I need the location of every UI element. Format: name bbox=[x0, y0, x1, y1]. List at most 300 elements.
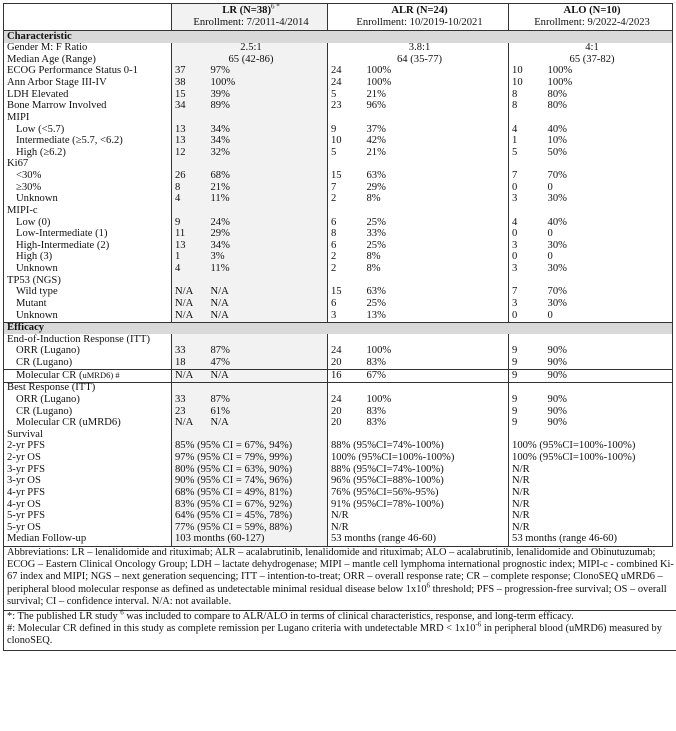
table-row bbox=[4, 252, 673, 264]
table-row bbox=[4, 101, 673, 113]
row-label: ORR (Lugano) bbox=[4, 394, 172, 406]
row-label: Intermediate (≥5.7, <6.2) bbox=[4, 136, 172, 148]
alr-percent: 8% bbox=[364, 194, 509, 206]
alr-percent: 67% bbox=[364, 370, 509, 383]
alr-percent: 8% bbox=[364, 264, 509, 276]
alr-empty bbox=[364, 275, 509, 287]
row-label: 4-yr PFS bbox=[4, 487, 172, 499]
lr-percent: 39% bbox=[208, 89, 328, 101]
alr-percent: 13% bbox=[364, 310, 509, 322]
row-label: Best Response (ITT) bbox=[4, 382, 172, 394]
alo-percent: 30% bbox=[547, 263, 567, 275]
alo-value: 53 months (range 46-60) bbox=[512, 533, 618, 545]
alr-percent: 25% bbox=[364, 298, 509, 310]
alo-count: 4 bbox=[512, 217, 518, 228]
abbreviations-end: threshold; PFS – progression-free survival; OS – overall survival; CI – confidence interval. N/A: not available. bbox=[7, 583, 667, 607]
table-row bbox=[4, 499, 673, 511]
alo-count: 3 bbox=[512, 263, 518, 275]
alr-count: 10 bbox=[331, 135, 342, 147]
alo-percent: 30% bbox=[547, 240, 567, 251]
row-label: 2-yr OS bbox=[4, 453, 172, 465]
alr-title: ALR (N=24) bbox=[391, 5, 448, 16]
table-row bbox=[4, 298, 673, 310]
table-row bbox=[4, 229, 673, 241]
lr-count: 33 bbox=[172, 346, 208, 358]
alr-count: 2 bbox=[331, 263, 337, 275]
alr-empty bbox=[364, 429, 509, 441]
alr-percent: 33% bbox=[364, 229, 509, 241]
alo-empty bbox=[509, 159, 545, 171]
alo-empty bbox=[545, 159, 673, 171]
table-row bbox=[4, 182, 673, 194]
alr-percent: 42% bbox=[364, 136, 509, 148]
table-row bbox=[4, 240, 673, 252]
note-star-text: *: The published LR study bbox=[7, 611, 121, 622]
row-label: ≥30% bbox=[4, 182, 172, 194]
table-row bbox=[4, 275, 673, 287]
alo-count: 8 bbox=[512, 89, 518, 100]
alr-percent: 83% bbox=[364, 418, 509, 430]
alo-value: N/R bbox=[512, 499, 530, 510]
alo-value: N/R bbox=[512, 522, 530, 533]
row-label: Bone Marrow Involved bbox=[4, 101, 172, 113]
alo-count: 0 bbox=[512, 251, 518, 263]
row-label: ORR (Lugano) bbox=[4, 346, 172, 358]
row-label: High (3) bbox=[4, 252, 172, 264]
alo-percent: 100% bbox=[547, 77, 573, 89]
alo-empty bbox=[545, 112, 673, 124]
alr-count: 8 bbox=[331, 228, 337, 240]
alr-value: 53 months (range 46-60) bbox=[328, 534, 509, 546]
alo-value: 100% (95%CI=100%-100%) bbox=[512, 440, 636, 452]
row-label: Low (<5.7) bbox=[4, 124, 172, 136]
table-row bbox=[4, 334, 673, 346]
lr-count: 15 bbox=[172, 89, 208, 101]
alr-percent: 8% bbox=[364, 252, 509, 264]
row-label: 5-yr OS bbox=[4, 522, 172, 534]
alr-count: 6 bbox=[331, 217, 337, 228]
row-label: ECOG Performance Status 0-1 bbox=[4, 66, 172, 78]
table-row bbox=[4, 453, 673, 465]
alr-empty bbox=[364, 205, 509, 217]
header-alr bbox=[328, 4, 509, 31]
alo-value: 100% (95%CI=100%-100%) bbox=[512, 452, 636, 464]
alr-count: 20 bbox=[331, 357, 342, 369]
table-row bbox=[4, 194, 673, 206]
alr-percent: 100% bbox=[364, 66, 509, 78]
row-label: Molecular CR (uMRD6) bbox=[4, 418, 172, 430]
alr-value: N/R bbox=[328, 511, 509, 523]
lr-count: N/A bbox=[172, 287, 208, 299]
lr-count: N/A bbox=[172, 418, 208, 430]
lr-count: 33 bbox=[172, 394, 208, 406]
alo-percent: 40% bbox=[547, 124, 567, 135]
lr-count: 23 bbox=[172, 406, 208, 418]
row-label bbox=[4, 370, 172, 383]
alo-count: 7 bbox=[512, 286, 518, 298]
lr-empty bbox=[172, 205, 208, 217]
row-label: Median Age (Range) bbox=[4, 54, 172, 66]
alr-count: 9 bbox=[331, 124, 337, 135]
lr-empty bbox=[208, 205, 328, 217]
table-row bbox=[4, 382, 673, 394]
alr-count: 20 bbox=[331, 417, 342, 429]
alo-empty bbox=[545, 429, 673, 441]
table-row bbox=[4, 310, 673, 322]
lr-percent: 68% bbox=[208, 171, 328, 183]
lr-count: N/A bbox=[172, 298, 208, 310]
lr-count: N/A bbox=[172, 370, 208, 383]
alr-count: 6 bbox=[331, 240, 337, 251]
lr-percent: 21% bbox=[208, 182, 328, 194]
lr-count: 13 bbox=[172, 136, 208, 148]
lr-value: 64% (95% CI = 45%, 78%) bbox=[172, 511, 328, 523]
lr-empty bbox=[208, 112, 328, 124]
lr-percent: 3% bbox=[208, 252, 328, 264]
row-label: Unknown bbox=[4, 194, 172, 206]
alr-percent: 25% bbox=[364, 240, 509, 252]
row-label: Wild type bbox=[4, 287, 172, 299]
alo-percent: 90% bbox=[545, 370, 673, 383]
footnotes bbox=[3, 610, 676, 651]
alr-value: 88% (95%CI=74%-100%) bbox=[328, 441, 509, 453]
alr-percent: 83% bbox=[364, 406, 509, 418]
lr-count: 11 bbox=[172, 229, 208, 241]
alo-percent: 0 bbox=[547, 310, 553, 321]
alo-empty bbox=[545, 382, 673, 394]
alr-value: 100% (95%CI=100%-100%) bbox=[328, 453, 509, 465]
alo-percent: 0 bbox=[547, 228, 553, 240]
alo-percent: 80% bbox=[547, 100, 567, 112]
alo-count: 0 bbox=[512, 310, 518, 321]
alr-count: 2 bbox=[331, 193, 337, 205]
row-label: <30% bbox=[4, 171, 172, 183]
alo-empty bbox=[509, 382, 545, 394]
lr-percent: 34% bbox=[208, 240, 328, 252]
lr-count: 1 bbox=[172, 252, 208, 264]
alr-count: 5 bbox=[331, 147, 337, 158]
table-row bbox=[4, 217, 673, 229]
section-efficacy bbox=[4, 322, 673, 334]
lr-empty bbox=[172, 112, 208, 124]
row-label: Gender M: F Ratio bbox=[4, 43, 172, 55]
lr-title-sup: 6 * bbox=[270, 3, 280, 11]
alo-value: N/R bbox=[512, 475, 530, 487]
alr-value: 64 (35-77) bbox=[328, 54, 509, 66]
alr-count: 24 bbox=[331, 345, 342, 357]
alo-count: 0 bbox=[512, 182, 518, 193]
alr-empty bbox=[364, 159, 509, 171]
row-label: Unknown bbox=[4, 264, 172, 276]
table-row bbox=[4, 124, 673, 136]
alo-empty bbox=[509, 205, 545, 217]
alr-count: 2 bbox=[331, 251, 337, 263]
alo-empty bbox=[509, 429, 545, 441]
table-row bbox=[4, 476, 673, 488]
alr-empty bbox=[364, 112, 509, 124]
note-hash-end: in peripheral blood (uMRD6) measured by clonoSEQ. bbox=[7, 623, 662, 647]
alo-count: 9 bbox=[512, 345, 518, 357]
alo-count: 10 bbox=[512, 77, 523, 89]
mol-cr-label-small: uMRD6) # bbox=[82, 369, 120, 380]
lr-value: 2.5:1 bbox=[172, 43, 328, 55]
alr-empty bbox=[328, 275, 364, 287]
alo-title: ALO (N=10) bbox=[563, 5, 621, 16]
header-blank bbox=[4, 4, 172, 31]
note-star-sup: 6 bbox=[120, 608, 124, 617]
lr-count: 4 bbox=[172, 194, 208, 206]
lr-percent: N/A bbox=[208, 370, 328, 383]
lr-empty bbox=[172, 429, 208, 441]
table-row bbox=[4, 406, 673, 418]
lr-count: 26 bbox=[172, 171, 208, 183]
lr-count: 9 bbox=[172, 217, 208, 229]
alr-percent: 96% bbox=[364, 101, 509, 113]
alr-value: 3.8:1 bbox=[328, 43, 509, 55]
alo-value: 65 (37-82) bbox=[569, 54, 615, 65]
alr-empty bbox=[364, 382, 509, 394]
lr-value: 97% (95% CI = 79%, 99%) bbox=[172, 453, 328, 465]
alo-percent: 90% bbox=[547, 406, 567, 417]
row-label: Unknown bbox=[4, 310, 172, 322]
note-hash-sup: -6 bbox=[475, 620, 482, 629]
alo-percent: 30% bbox=[547, 193, 567, 205]
alr-empty bbox=[328, 112, 364, 124]
comparison-table bbox=[3, 3, 673, 547]
alo-count: 7 bbox=[512, 170, 518, 182]
alo-empty bbox=[545, 275, 673, 287]
lr-percent: 34% bbox=[208, 136, 328, 148]
row-label: LDH Elevated bbox=[4, 89, 172, 101]
lr-percent: N/A bbox=[208, 418, 328, 430]
lr-percent: 29% bbox=[208, 229, 328, 241]
alo-enrollment: Enrollment: 9/2022-4/2023 bbox=[534, 17, 650, 28]
alr-percent: 37% bbox=[364, 124, 509, 136]
section-characteristic bbox=[4, 31, 673, 43]
lr-empty bbox=[172, 275, 208, 287]
row-label: 4-yr OS bbox=[4, 499, 172, 511]
alo-count: 3 bbox=[512, 193, 518, 205]
lr-count: 13 bbox=[172, 240, 208, 252]
table-row bbox=[4, 429, 673, 441]
table-row bbox=[4, 147, 673, 159]
alo-count: 3 bbox=[512, 240, 518, 251]
row-label: Mutant bbox=[4, 298, 172, 310]
row-label: Low (0) bbox=[4, 217, 172, 229]
alo-percent: 0 bbox=[547, 182, 553, 193]
alo-value: 4:1 bbox=[585, 42, 599, 54]
alo-empty bbox=[509, 275, 545, 287]
alr-count: 20 bbox=[331, 406, 342, 417]
lr-percent: N/A bbox=[208, 287, 328, 299]
alr-percent: 63% bbox=[364, 287, 509, 299]
alr-percent: 29% bbox=[364, 182, 509, 194]
alo-percent: 90% bbox=[547, 394, 567, 405]
alr-value: 96% (95%CI=88%-100%) bbox=[328, 476, 509, 488]
alr-count: 6 bbox=[331, 298, 337, 309]
note-hash-text: #: Molecular CR defined in this study as complete remission per Lugano criteria with undetectable MRD < 1x10 bbox=[7, 623, 476, 635]
header-row bbox=[4, 4, 673, 31]
alr-value: 76% (95%CI=56%-95%) bbox=[328, 487, 509, 499]
alr-percent: 21% bbox=[364, 147, 509, 159]
table-row bbox=[4, 136, 673, 148]
alo-count: 5 bbox=[512, 147, 518, 158]
alr-percent: 63% bbox=[364, 171, 509, 183]
alo-percent: 30% bbox=[547, 298, 567, 309]
alo-percent: 0 bbox=[547, 251, 553, 263]
note-star bbox=[7, 608, 674, 623]
lr-percent: 61% bbox=[208, 406, 328, 418]
alo-count: 9 bbox=[512, 394, 518, 405]
alr-value: 91% (95%CI=78%-100%) bbox=[328, 499, 509, 511]
row-label: Ann Arbor Stage III-IV bbox=[4, 78, 172, 90]
lr-percent: 89% bbox=[208, 101, 328, 113]
alo-count: 0 bbox=[512, 228, 518, 240]
alo-percent: 10% bbox=[547, 135, 567, 147]
table-row bbox=[4, 358, 673, 370]
alr-count: 24 bbox=[331, 65, 342, 77]
abbreviations-sup: 6 bbox=[426, 581, 431, 590]
alr-percent: 100% bbox=[364, 394, 509, 406]
table-row bbox=[4, 159, 673, 171]
table-row bbox=[4, 205, 673, 217]
row-label: 3-yr OS bbox=[4, 476, 172, 488]
lr-percent: 87% bbox=[208, 394, 328, 406]
lr-empty bbox=[208, 275, 328, 287]
alo-empty bbox=[509, 112, 545, 124]
header-alo bbox=[509, 4, 673, 31]
table-row bbox=[4, 441, 673, 453]
alr-value: 88% (95%CI=74%-100%) bbox=[328, 464, 509, 476]
alo-count: 9 bbox=[512, 417, 518, 429]
alo-percent: 90% bbox=[547, 345, 567, 357]
lr-percent: 11% bbox=[208, 264, 328, 276]
row-label: End-of-Induction Response (ITT) bbox=[4, 334, 172, 346]
row-label: High (≥6.2) bbox=[4, 147, 172, 159]
lr-percent: 34% bbox=[208, 124, 328, 136]
alr-percent: 100% bbox=[364, 346, 509, 358]
row-label: MIPI bbox=[4, 112, 172, 124]
alo-percent: 50% bbox=[547, 147, 567, 158]
alr-percent: 21% bbox=[364, 89, 509, 101]
lr-count: 18 bbox=[172, 358, 208, 370]
lr-empty bbox=[208, 334, 328, 346]
alr-count: 7 bbox=[331, 182, 337, 193]
lr-value: 77% (95% CI = 59%, 88%) bbox=[172, 522, 328, 534]
row-label: Survival bbox=[4, 429, 172, 441]
row-label: Low-Intermediate (1) bbox=[4, 229, 172, 241]
note-star-end: was included to compare to ALR/ALO in terms of clinical characteristics, response, and long-term efficacy. bbox=[123, 611, 574, 622]
lr-empty bbox=[172, 159, 208, 171]
alo-count: 9 bbox=[509, 370, 545, 383]
row-label: CR (Lugano) bbox=[4, 358, 172, 370]
table-row bbox=[4, 43, 673, 55]
lr-value: 80% (95% CI = 63%, 90%) bbox=[172, 464, 328, 476]
alo-count: 9 bbox=[512, 357, 518, 369]
lr-value: 65 (42-86) bbox=[172, 54, 328, 66]
table-row bbox=[4, 89, 673, 101]
alo-count: 9 bbox=[512, 406, 518, 417]
alr-count: 23 bbox=[331, 100, 342, 112]
lr-percent: 47% bbox=[208, 358, 328, 370]
lr-count: 37 bbox=[172, 66, 208, 78]
alr-count: 15 bbox=[331, 286, 342, 298]
abbreviations-note bbox=[3, 546, 676, 611]
lr-title: LR (N=38) bbox=[222, 5, 271, 16]
alo-percent: 70% bbox=[547, 286, 567, 298]
table-row bbox=[4, 287, 673, 299]
alr-empty bbox=[328, 159, 364, 171]
lr-percent: 87% bbox=[208, 346, 328, 358]
row-label: CR (Lugano) bbox=[4, 406, 172, 418]
alr-empty bbox=[364, 334, 509, 346]
header-lr bbox=[172, 4, 328, 31]
alo-empty bbox=[545, 334, 673, 346]
alo-count: 3 bbox=[512, 298, 518, 309]
alo-count: 8 bbox=[512, 100, 518, 112]
alo-count: 4 bbox=[512, 124, 518, 135]
alr-percent: 83% bbox=[364, 358, 509, 370]
lr-count: 8 bbox=[172, 182, 208, 194]
alr-count: 15 bbox=[331, 170, 342, 182]
alr-count: 24 bbox=[331, 77, 342, 89]
lr-count: 4 bbox=[172, 264, 208, 276]
alo-value: N/R bbox=[512, 510, 530, 522]
lr-count: 38 bbox=[172, 78, 208, 90]
alr-empty bbox=[328, 429, 364, 441]
alr-count: 24 bbox=[331, 394, 342, 405]
alo-percent: 80% bbox=[547, 89, 567, 100]
section-efficacy-label: Efficacy bbox=[4, 322, 673, 334]
lr-value: 103 months (60-127) bbox=[172, 534, 328, 546]
row-label: High-Intermediate (2) bbox=[4, 240, 172, 252]
table-row bbox=[4, 464, 673, 476]
alo-empty bbox=[509, 334, 545, 346]
alr-percent: 25% bbox=[364, 217, 509, 229]
table-row bbox=[4, 171, 673, 183]
lr-empty bbox=[208, 159, 328, 171]
lr-value: 90% (95% CI = 74%, 96%) bbox=[172, 476, 328, 488]
alr-count: 16 bbox=[328, 370, 364, 383]
lr-percent: 100% bbox=[208, 78, 328, 90]
table-row bbox=[4, 66, 673, 78]
lr-empty bbox=[172, 334, 208, 346]
alo-percent: 70% bbox=[547, 170, 567, 182]
table-row bbox=[4, 54, 673, 66]
alr-count: 3 bbox=[331, 310, 337, 321]
alo-value: N/R bbox=[512, 487, 530, 498]
mol-cr-label: Molecular CR ( bbox=[16, 369, 83, 381]
alo-percent: 100% bbox=[547, 65, 573, 77]
lr-count: 34 bbox=[172, 101, 208, 113]
table-row bbox=[4, 264, 673, 276]
lr-percent: 97% bbox=[208, 66, 328, 78]
alr-enrollment: Enrollment: 10/2019-10/2021 bbox=[356, 17, 483, 28]
lr-enrollment: Enrollment: 7/2011-4/2014 bbox=[193, 17, 309, 28]
row-label: Median Follow-up bbox=[4, 534, 172, 546]
row-label: MIPI-c bbox=[4, 205, 172, 217]
note-hash bbox=[7, 620, 674, 647]
lr-empty bbox=[208, 429, 328, 441]
table-row bbox=[4, 112, 673, 124]
table-row bbox=[4, 511, 673, 523]
alo-count: 10 bbox=[512, 65, 523, 77]
lr-percent: 32% bbox=[208, 147, 328, 159]
lr-count: 12 bbox=[172, 147, 208, 159]
table-row bbox=[4, 487, 673, 499]
alr-count: 5 bbox=[331, 89, 337, 100]
alr-empty bbox=[328, 382, 364, 394]
